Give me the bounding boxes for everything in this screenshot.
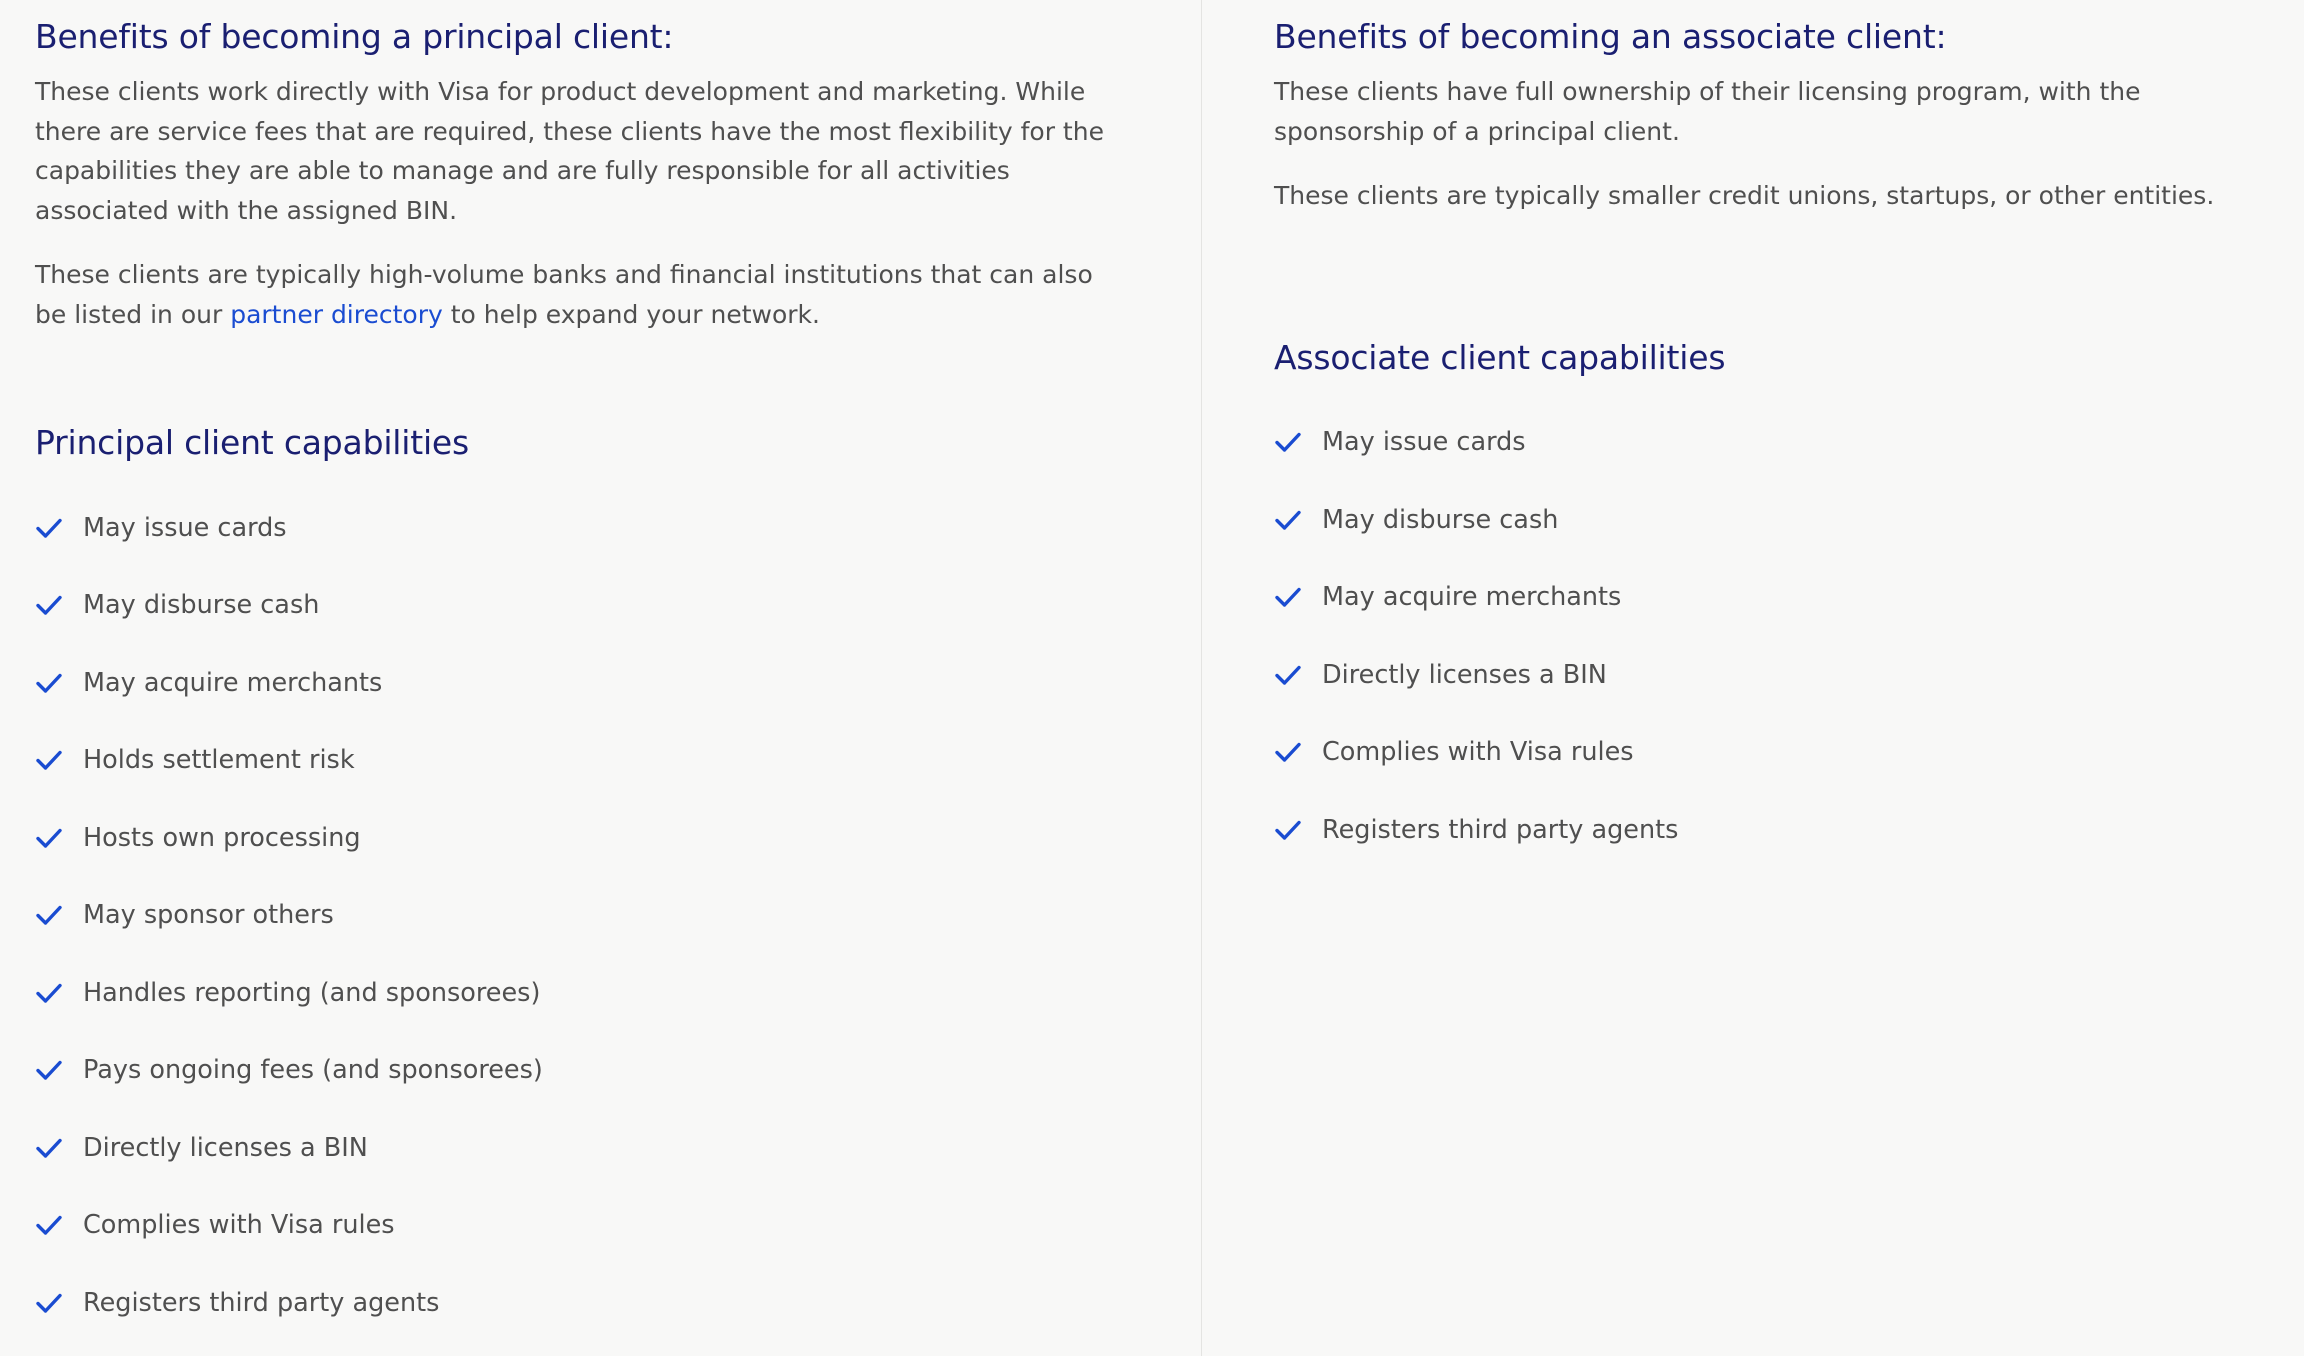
principal-benefits-paragraph-2 <box>35 255 1131 334</box>
capability-label: Registers third party agents <box>1322 814 1679 845</box>
check-icon <box>35 1134 63 1162</box>
capability-label: Registers third party agents <box>83 1287 440 1318</box>
capability-label: May sponsor others <box>83 900 334 931</box>
capability-label: May acquire merchants <box>83 667 383 698</box>
principal-paragraph-2-text-after: to help expand your network. <box>442 299 820 329</box>
associate-benefits-paragraph-1: These clients have full ownership of their licensing program, with the sponsorship of a principal client. <box>1274 77 2141 146</box>
capability-label: Hosts own processing <box>83 822 361 853</box>
capability-item <box>35 644 1131 722</box>
capability-label: Complies with Visa rules <box>83 1210 395 1241</box>
capability-item <box>35 1109 1131 1187</box>
capability-label: May disburse cash <box>83 590 320 621</box>
associate-capabilities-heading: Associate client capabilities <box>1274 337 1726 377</box>
capability-item <box>35 567 1131 645</box>
principal-benefits-heading: Benefits of becoming a principal client: <box>35 17 674 56</box>
capability-label: May issue cards <box>83 512 287 543</box>
capability-item <box>35 1032 1131 1110</box>
partner-directory-link[interactable]: partner directory <box>230 299 443 329</box>
capability-label: Handles reporting (and sponsorees) <box>83 977 541 1008</box>
capability-item <box>35 722 1131 800</box>
capability-label: Holds settlement risk <box>83 745 355 776</box>
check-icon <box>35 1056 63 1084</box>
associate-client-section <box>1202 0 2304 869</box>
capability-label: Complies with Visa rules <box>1322 737 1634 768</box>
capability-label: Directly licenses a BIN <box>1322 659 1607 690</box>
capability-item <box>1274 714 2284 792</box>
check-icon <box>35 669 63 697</box>
principal-paragraph-2-text-before: These clients are typically high-volume banks and financial institutions that can also be listed in our <box>35 260 1093 329</box>
capability-item <box>35 1187 1131 1265</box>
capability-item <box>1274 481 2284 559</box>
capability-item <box>35 954 1131 1032</box>
check-icon <box>35 591 63 619</box>
associate-benefits-paragraph-2: These clients are typically smaller credit unions, startups, or other entities. <box>1274 181 2215 210</box>
capability-label: Pays ongoing fees (and sponsorees) <box>83 1055 543 1086</box>
capability-item <box>35 1264 1131 1342</box>
capability-item <box>1274 559 2284 637</box>
check-icon <box>35 1211 63 1239</box>
associate-capabilities-list <box>1274 404 2284 869</box>
principal-benefits-paragraph-1: These clients work directly with Visa for product development and marketing. While there are service fees that are required, these clients have the most flexibility for the capabilities they are able to manage and are fully responsible for all activities associated with the assigned BIN. <box>35 77 1104 225</box>
check-icon <box>35 746 63 774</box>
check-icon <box>35 901 63 929</box>
check-icon <box>1274 661 1302 689</box>
capability-item <box>35 799 1131 877</box>
principal-capabilities-heading: Principal client capabilities <box>35 423 470 462</box>
capability-item <box>1274 791 2284 869</box>
capability-item <box>35 877 1131 955</box>
check-icon <box>1274 428 1302 456</box>
check-icon <box>1274 738 1302 766</box>
check-icon <box>1274 583 1302 611</box>
capability-item <box>1274 636 2284 714</box>
capability-label: Directly licenses a BIN <box>83 1132 368 1163</box>
capability-label: May issue cards <box>1322 427 1526 458</box>
check-icon <box>35 1289 63 1317</box>
associate-benefits-heading: Benefits of becoming an associate client: <box>1274 17 1947 56</box>
check-icon <box>35 514 63 542</box>
capability-item <box>35 489 1131 567</box>
check-icon <box>1274 816 1302 844</box>
check-icon <box>1274 506 1302 534</box>
capability-label: May acquire merchants <box>1322 582 1622 613</box>
check-icon <box>35 979 63 1007</box>
principal-capabilities-list <box>35 489 1131 1342</box>
capability-item <box>1274 404 2284 482</box>
capability-label: May disburse cash <box>1322 504 1559 535</box>
check-icon <box>35 824 63 852</box>
